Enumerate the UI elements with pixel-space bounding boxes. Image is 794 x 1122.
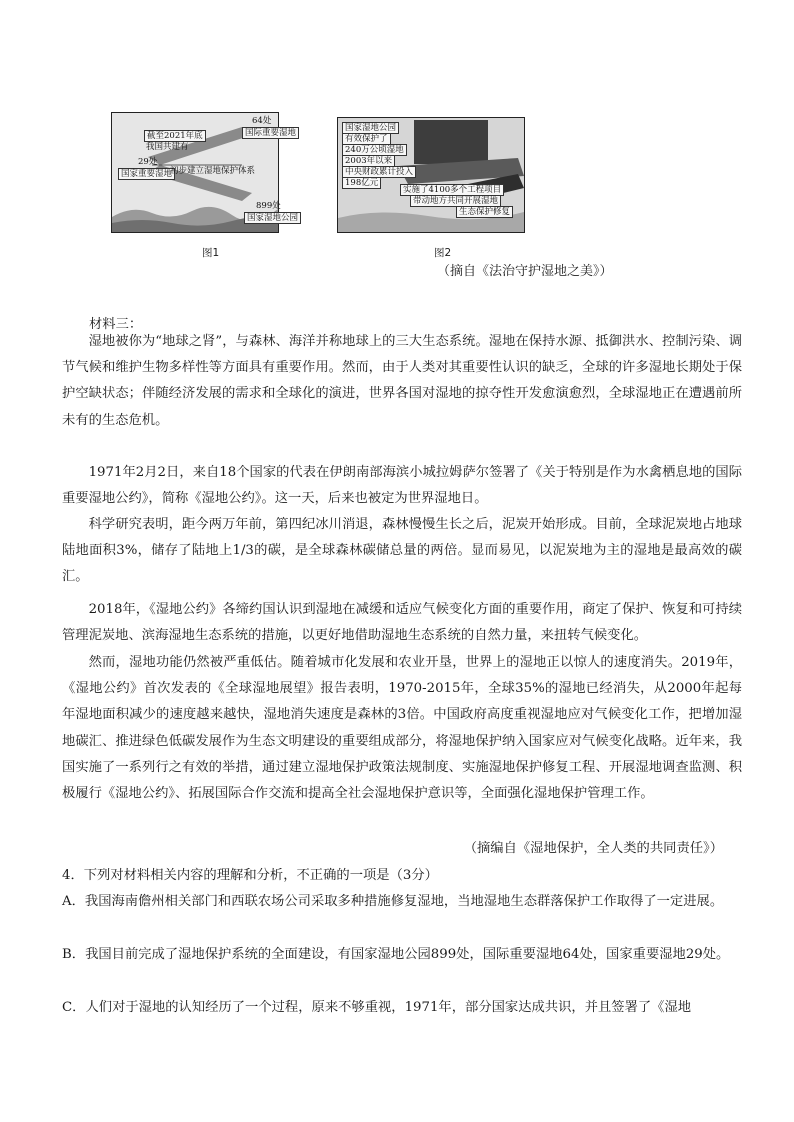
material-3-source: （摘编自《湿地保护，全人类的共同责任》） <box>463 841 723 856</box>
fig1-built-label: 我国共建有 <box>146 142 189 152</box>
material-3-paragraph-4: 2018年，《湿地公约》各缔约国认识到湿地在减缓和适应气候变化方面的重要作用，商定了保护、恢复和可持续管理泥炭地、滨海湿地生态系统的措施，以更好地借助湿地生态系统的自然力量，来扭转气候变化。 <box>62 602 742 644</box>
figure-2-caption: 图2 <box>434 247 452 259</box>
fig2-label-4: 2003年以来 <box>342 155 395 167</box>
fig2-label-3: 240万公顷湿地 <box>342 144 407 156</box>
fig2-label-9: 生态保护修复 <box>456 206 513 218</box>
fig2-label-5: 中央财政累计投入 <box>342 166 416 178</box>
fig1-year-label: 截至2021年底 <box>144 130 206 142</box>
question-4-option-c: C．人们对于湿地的认知经历了一个过程，原来不够重视，1971年，部分国家达成共识，并且签署了《湿地 <box>62 1000 692 1015</box>
fig2-label-6: 198亿元 <box>342 177 381 189</box>
figure-1-image <box>111 112 299 233</box>
figure-source: （摘自《法治守护湿地之美》） <box>437 264 613 279</box>
material-3-title: 材料三： <box>89 317 143 332</box>
material-3-paragraph-5: 然而，湿地功能仍然被严重低估。随着城市化发展和农业开垦，世界上的湿地正以惊人的速度消失。2019年，《湿地公约》首次发表的《全球湿地展望》报告表明，1970-2015年，全球35%的湿地已经消失，从2000年起每年湿地面积减少的速度越来越快，湿地消失速度是森林的3倍。中国政府高度重视湿地应对气候变化工作，把增加湿地碳汇、推进绿色低碳发展作为生态文明建设的重要组成部分，将湿地保护纳入国家应对气候变化战略。近年来，我国实施了一系列行之有效的举措，通过建立湿地保护政策法规制度、实施湿地保护修复工程、开展湿地调查监测、积极履行《湿地公约》、拓展国际合作交流和提高全社会湿地保护意识等，全面强化湿地保护管理工作。 <box>62 655 742 802</box>
question-4-stem: 4．下列对材料相关内容的理解和分析，不正确的一项是（3分） <box>62 868 438 883</box>
figure-2-image <box>337 117 525 233</box>
fig1-count-64: 64处 <box>252 116 272 126</box>
fig1-system-label: 初步建立湿地保护体系 <box>170 166 256 176</box>
fig1-count-899: 899处 <box>256 201 281 211</box>
fig2-label-2: 有效保护了 <box>342 133 391 145</box>
material-3-paragraph-1: 湿地被你为“地球之肾”，与森林、海洋并称地球上的三大生态系统。湿地在保持水源、抵御洪水、控制污染、调节气候和维护生物多样性等方面具有重要作用。然而，由于人类对其重要性认识的缺乏，全球的许多湿地长期处于保护空缺状态；伴随经济发展的需求和全球化的演进，世界各国对湿地的掠夺性开发愈演愈烈，全球湿地正在遭遇前所未有的生态危机。 <box>62 334 742 428</box>
fig2-label-7: 实施了4100多个工程项目 <box>400 184 504 196</box>
fig2-label-1: 国家湿地公园 <box>342 122 399 134</box>
fig1-international-important: 国际重要湿地 <box>242 127 299 139</box>
question-4-option-b: B．我国目前完成了湿地保护系统的全面建设，有国家湿地公园899处，国际重要湿地64处，国家重要湿地29处。 <box>62 947 730 962</box>
fig1-count-29: 29处 <box>138 157 158 167</box>
material-3-paragraph-3: 科学研究表明，距今两万年前，第四纪冰川消退，森林慢慢生长之后，泥炭开始形成。目前，全球泥炭地占地球陆地面积3%，储存了陆地上1/3的碳，是全球森林碳储总量的两倍。显而易见，以泥炭地为主的湿地是最高效的碳汇。 <box>62 517 742 585</box>
question-4-option-a: A．我国海南儋州相关部门和西联农场公司采取多种措施修复湿地，当地湿地生态群落保护工作取得了一定进展。 <box>62 894 724 909</box>
fig2-label-8: 带动地方共同开展湿地 <box>410 195 501 207</box>
fig1-national-park: 国家湿地公园 <box>244 212 301 224</box>
figure-1-caption: 图1 <box>202 247 220 259</box>
fig1-national-important: 国家重要湿地 <box>118 168 175 180</box>
material-3-paragraph-2: 1971年2月2日，来自18个国家的代表在伊朗南部海滨小城拉姆萨尔签署了《关于特别是作为水禽栖息地的国际重要湿地公约》，简称《湿地公约》。这一天，后来也被定为世界湿地日。 <box>62 465 742 507</box>
